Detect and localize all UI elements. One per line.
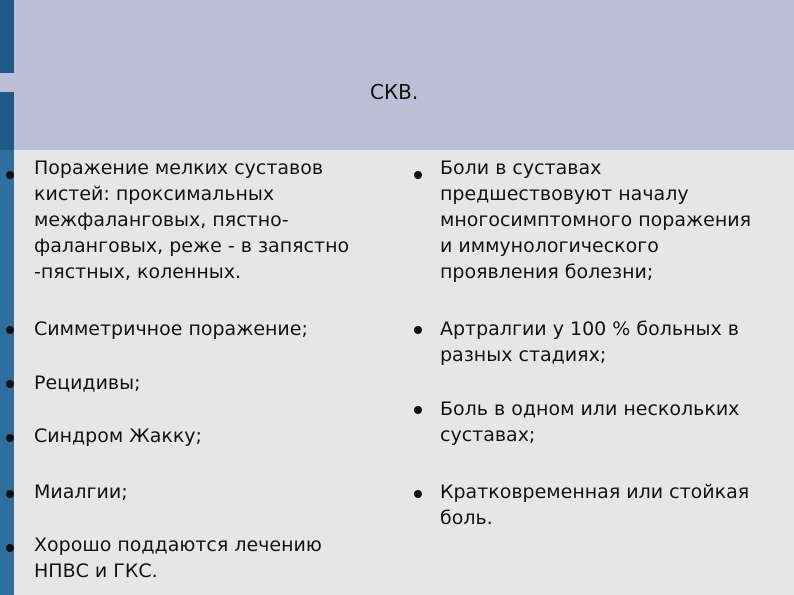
left-item-6: Хорошо поддаются лечению НПВС и ГКС. xyxy=(34,534,322,582)
bullet-icon xyxy=(414,490,422,498)
bullet-icon xyxy=(6,434,14,442)
bullet-icon xyxy=(414,326,422,334)
left-item-2: Симметричное поражение; xyxy=(34,318,308,340)
bullet-icon xyxy=(6,490,14,498)
left-item-4: Синдром Жакку; xyxy=(34,425,202,447)
bullet-icon xyxy=(414,171,422,179)
right-item-3: Боль в одном или нескольких суставах; xyxy=(440,398,740,446)
right-item-4: Кратковременная или стойкая боль. xyxy=(440,481,750,529)
left-item-3: Рецидивы; xyxy=(34,372,141,394)
bullet-icon xyxy=(6,380,14,388)
bullet-icon xyxy=(6,544,14,552)
right-item-1: Боли в суставах предшествовуют началу многосимптомного поражения и иммунологического проявления болезни; xyxy=(440,157,752,283)
accent-bar-middle xyxy=(0,92,14,150)
right-item-2: Артралгии у 100 % больных в разных стадиях; xyxy=(440,318,739,366)
accent-bar-bottom xyxy=(0,150,14,595)
left-item-1: Поражение мелких суставов кистей: проксимальных межфаланговых, пястно- фаланговых, реже - в запястно -пястных, коленных. xyxy=(34,157,350,283)
slide-title: СКВ. xyxy=(370,80,419,104)
left-item-5: Миалгии; xyxy=(34,481,128,503)
bullet-icon xyxy=(414,406,422,414)
bullet-icon xyxy=(6,326,14,334)
bullet-icon xyxy=(6,171,14,179)
accent-bar-top xyxy=(0,0,14,73)
